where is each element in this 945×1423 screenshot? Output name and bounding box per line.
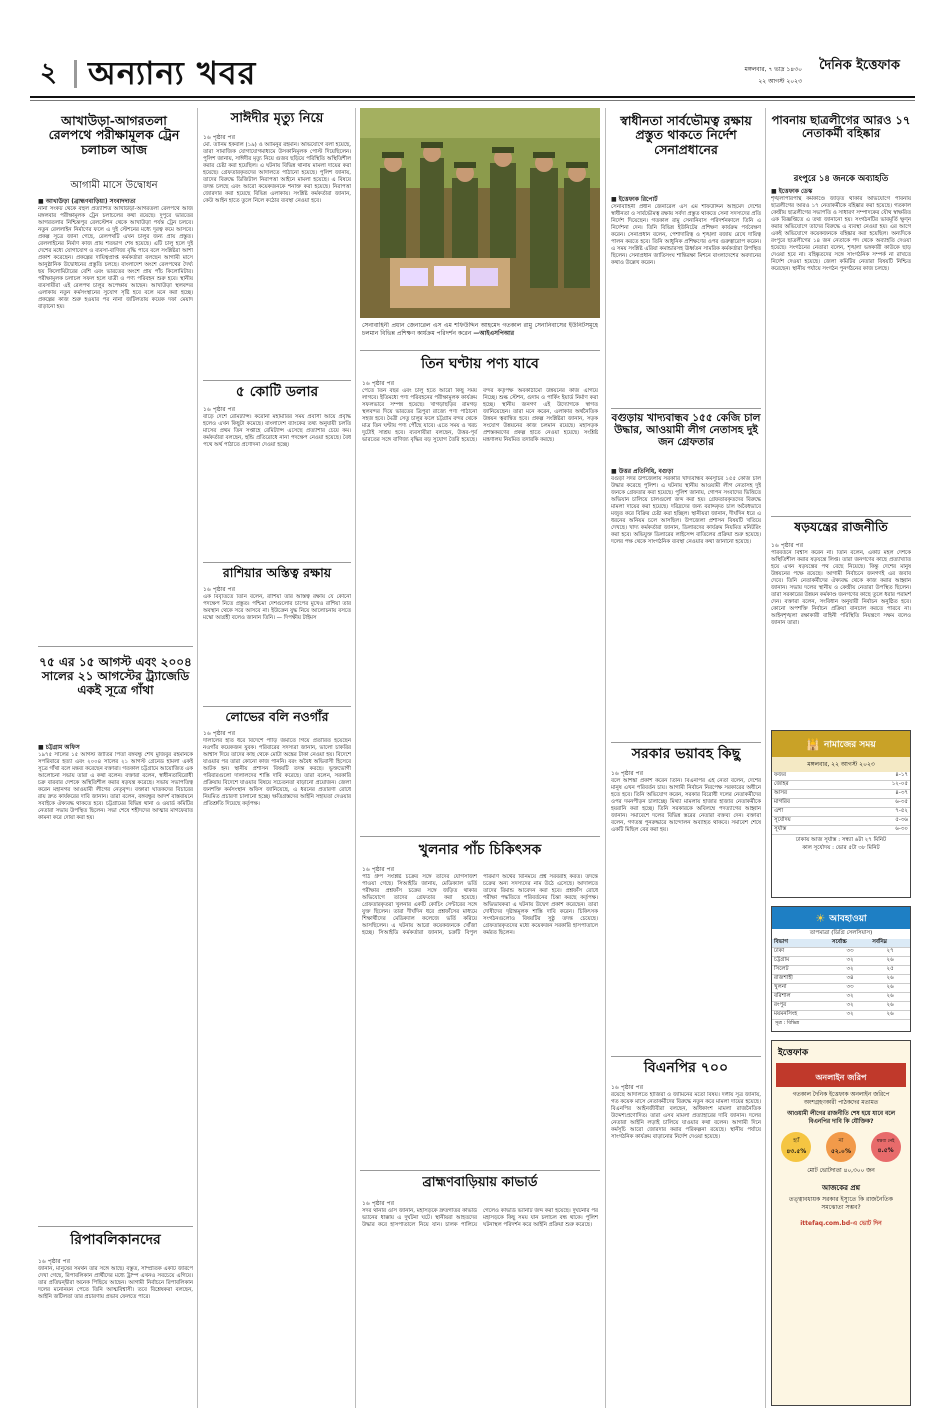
rule-c3-b: [360, 836, 600, 837]
weather-row: [772, 966, 910, 975]
weather-cell: ৩৩: [830, 984, 870, 993]
header-rule-thin: [30, 100, 915, 101]
prayer-row: [772, 799, 910, 808]
photo-caption-text: সেনাবাহিনী প্রধান জেনারেল এস এম শফিউদ্দিন আহমেদ গতকাল রামু সেনানিবাসের ইউনিটসমূহে চলমান বিভিন্ন প্রশিক্ষণ কার্যক্রম পরিদর্শন করেন: [362, 322, 598, 337]
rule-c4-c: [611, 1056, 761, 1057]
prayer-box-title: নামাজের সময়: [824, 739, 876, 750]
weather-box-title: আবহাওয়া: [829, 913, 867, 924]
a10-jump: ১৬ পৃষ্ঠার পর: [362, 1200, 395, 1207]
photo-credit: —আইএসপিআর: [473, 330, 515, 337]
weather-cell: রাজশাহী: [772, 975, 830, 984]
a13-body: বলে আশঙ্কা প্রকাশ করেন তিনি। বিএনপির এই নেতা বলেন, দেশের মানুষ এখন পরিবর্তন চায়। আগামী নির্বাচন নিরপেক্ষ সরকারের অধীনে হতে হবে। তিনি অভিযোগ করেন, সরকার বিরোধী দলের নেতাকর্মীদের ওপর দমনপীড়ন চালাচ্ছে। মিথ্যা মামলায় হাজার হাজার নেতাকর্মীকে হয়রানি করা হচ্ছে। তিনি সরকারকে অবিলম্বে পদত্যাগের আহ্বান জানান। সমাবেশে দলের বিভিন্ন স্তরের নেতারা বক্তব্য দেন। বক্তারা বলেন, গণতন্ত্র পুনরুদ্ধারে আন্দোলন অব্যাহত থাকবে। সমাবেশ শেষে একটি মিছিল বের করা হয়।: [611, 778, 761, 833]
a7-body: দালালের হাত ধরে বিদেশে পাড়ি জমাতে গিয়ে প্রতারিত হয়েছেন নওগাঁর কয়েকজন যুবক। পরিবারের সদস্যরা জানান, ভালো চাকরির আশ্বাস দিয়ে তাদের কাছ থেকে মোটা অঙ্কের টাকা নেওয়া হয়। বিদেশে যাওয়ার পর তারা কোনো কাজ পাননি। বরং অবৈধ অভিবাসী হিসেবে আটক হন। স্থানীয় প্রশাসন বিষয়টি তদন্ত করছে। ভুক্তভোগী পরিবারগুলো দালালদের শাস্তি দাবি করেছে। তারা বলেন, সরকারি প্রক্রিয়ায় বিদেশে যাওয়ার বিষয়ে সচেতনতা বাড়ানো প্রয়োজন। জেলা জনশক্তি কর্মসংস্থান অফিস জানিয়েছে, এ ধরনের প্রতারণা রোধে নিয়মিত প্রচারণা চালানো হচ্ছে। ক্ষতিগ্রস্তদের আইনি সহায়তা দেওয়ার প্রতিশ্রুতি দিয়েছে কর্তৃপক্ষ।: [203, 738, 351, 807]
a4-jump: ১৬ পৃষ্ঠার পর: [203, 134, 236, 141]
rule-c3-a: [360, 350, 600, 351]
a6-headline: রাশিয়ার অস্তিত্ব রক্ষায়: [222, 565, 332, 580]
weather-cell: ২৬: [870, 1002, 910, 1011]
a5-body: বাড়ে দেশে রেমিট্যান্স। করোনা মহামারির সময় প্রবাসী আয়ে প্রবৃদ্ধি হলেও এখন কিছুটা কমেছে। বাংলাদেশ ব্যাংকের তথ্য অনুযায়ী চলতি মাসের প্রথম তিন সপ্তাহে রেমিট্যান্স এসেছে প্রত্যাশার চেয়ে কম। কর্মকর্তারা বলছেন, হুন্ডি প্রতিরোধে নানা পদক্ষেপ নেওয়া হয়েছে। বৈধ পথে অর্থ পাঠাতে প্রণোদনা দেওয়া হচ্ছে।: [203, 414, 351, 448]
rule-c1-b: [38, 1226, 193, 1227]
section-title: অন্যান্য খবর: [88, 54, 257, 92]
poll-title-bar: [776, 1063, 906, 1087]
weather-cell: ঢাকা: [772, 948, 830, 957]
page-number-separator: [74, 60, 77, 88]
a1-subhead: আগামী মাসে উদ্বোধন: [70, 180, 158, 191]
poll-neutral: [871, 1132, 901, 1162]
a1-body: নানা সংকট থেকে বহুল প্রত্যাশিত আখাউড়া-আগরতলা রেলপথে আজ মঙ্গলবার পরীক্ষামূলক ট্রেন চলাচলের কথা রয়েছে। দুপুরে ভারতের আগরতলার নিশ্চিন্তপুর রেলস্টেশন থেকে আখাউড়া পর্যন্ত ট্রেন চলবে। নতুন রেললাইন নির্মাণের ফলে এ দুই স্টেশনের মধ্যে দূরত্ব কমে আসবে। প্রকল্প সূত্রে জানা গেছে, রেলপথটি এখন চালুর জন্য প্রায় প্রস্তুত। রেললাইনের নির্মাণ কাজ প্রায় শতভাগ শেষ হয়েছে। এটি চালু হলে দুই দেশের মধ্যে যোগাযোগ ও ব্যবসা-বাণিজ্য বৃদ্ধি পাবে বলে সংশ্লিষ্টরা আশা প্রকাশ করেছেন। প্রকল্পের দায়িত্বপ্রাপ্ত কর্মকর্তারা বলছেন আগামী মাসে আনুষ্ঠানিক উদ্বোধনের প্রস্তুতি চলছে। বাংলাদেশ অংশে রেলপথের দৈর্ঘ্য ছয় কিলোমিটারের বেশি এবং ভারতের অংশে প্রায় পাঁচ কিলোমিটার। পরীক্ষামূলক চলাচল সফল হলে যাত্রী ও পণ্য পরিবহন শুরু হবে। স্থানীয় ব্যবসায়ীরা এই রেলপথ চালুর অপেক্ষায় আছেন। আখাউড়া স্থলবন্দর এলাকায় নতুন কর্মসংস্থানের সুযোগ সৃষ্টি হবে বলে মনে করা হচ্ছে। প্রকল্পের কাজ শুরু হওয়ার পর নানা জটিলতায় কয়েক দফা মেয়াদ বাড়ানো হয়।: [38, 206, 193, 310]
weather-cell: ২৫: [870, 966, 910, 975]
weather-row: [772, 993, 910, 1002]
a12-body: বগুড়া সদর উপজেলায় সরকারি খাদ্যবান্ধব কর্মসূচির ১৫৫ কেজি চাল উদ্ধার করেছে পুলিশ। এ ঘটনায় স্থানীয় আওয়ামী লীগ নেতাসহ দুই জনকে গ্রেফতার করা হয়েছে। পুলিশ জানায়, গোপন সংবাদের ভিত্তিতে অভিযান চালিয়ে চালগুলো জব্দ করা হয়। গ্রেফতারকৃতদের বিরুদ্ধে মামলা দায়ের করা হয়েছে। দরিদ্রদের জন্য বরাদ্দকৃত চাল অবৈধভাবে মজুত করে বিক্রির চেষ্টা করা হচ্ছিল। স্থানীয়রা জানান, দীর্ঘদিন ধরে এ ধরনের অনিয়ম চলে আসছিল। উপজেলা প্রশাসন বিষয়টি খতিয়ে দেখছে। খাদ্য কর্মকর্তারা জানান, ডিলারদের কার্যক্রম নিয়মিত মনিটরিং করা হবে। অভিযুক্ত ডিলারের লাইসেন্স বাতিলের প্রক্রিয়া শুরু হয়েছে। দলের পক্ষ থেকে সাংগঠনিক ব্যবস্থা নেওয়ার কথা জানানো হয়েছে।: [611, 476, 761, 545]
weather-cell: চট্টগ্রাম: [772, 957, 830, 966]
page-number: ২: [40, 58, 57, 88]
a16-jump: ১৬ পৃষ্ঠার পর: [771, 542, 804, 549]
weather-cell: খুলনা: [772, 984, 830, 993]
weather-row: [772, 948, 910, 957]
weather-box-header: [772, 907, 910, 929]
weather-cell: ৩২: [830, 966, 870, 975]
rule-c5-a: [771, 516, 911, 517]
prayer-name: ফজর: [772, 772, 842, 781]
poll-prev-text: গতকাল দৈনিক ইত্তেফাক অনলাইন জরিপে অংশগ্রহণকারী পাঠকদের মতামত: [792, 1092, 890, 1106]
photo-illustration: [360, 108, 600, 318]
a8-body: পেতে তিন বছর এবং চালু হতে আরো কিছু সময় লাগবে। ইতিমধ্যে পণ্য পরিবহনের পরীক্ষামূলক কার্যক্রম সফলভাবে সম্পন্ন হয়েছে। খাগড়াছড়ির রামগড় স্থলবন্দর দিয়ে ভারতের ত্রিপুরা রাজ্যে পণ্য পাঠানো সহজ হবে। মৈত্রী সেতু চালুর ফলে চট্টগ্রাম বন্দর থেকে মাত্র তিন ঘণ্টায় পণ্য পৌঁছে যাবে। এতে সময় ও খরচ দুটোই সাশ্রয় হবে। ব্যবসায়ীরা বলছেন, উত্তর-পূর্ব ভারতের সঙ্গে বাণিজ্য বৃদ্ধির বড় সুযোগ তৈরি হয়েছে। বন্দর কর্তৃপক্ষ অবকাঠামো উন্নয়নের কাজ এগিয়ে নিচ্ছে। শুল্ক স্টেশন, গুদাম ও পার্কিং ইয়ার্ড নির্মাণ করা হচ্ছে। স্থানীয় জনগণ এই উদ্যোগকে স্বাগত জানিয়েছেন। তারা মনে করেন, এলাকার অর্থনৈতিক উন্নয়ন ত্বরান্বিত হবে। প্রকল্প সংশ্লিষ্টরা জানান, সড়ক সংযোগ উন্নয়নের কাজ চলমান রয়েছে। মহাসড়ক প্রশস্তকরণের প্রকল্প হাতে নেওয়া হয়েছে। সংশ্লিষ্ট মন্ত্রণালয় নিয়মিত তদারকি করছে।: [362, 388, 598, 443]
poll-yes: [781, 1132, 811, 1162]
poll-brand: ইত্তেফাক: [778, 1048, 809, 1058]
photo-caption: [362, 322, 598, 346]
prayer-box-header: [772, 731, 910, 757]
prayer-row: [772, 808, 910, 817]
a9-headline: খুলনার পাঁচ চিকিৎসক: [418, 842, 542, 858]
prayer-row: [772, 790, 910, 799]
poll-neutral-pct: ৪.৫%: [877, 1147, 894, 1154]
rule-c2-b: [203, 562, 351, 563]
header-rule: [30, 96, 915, 98]
weather-cell: ৩৪: [830, 975, 870, 984]
masthead-logo: [812, 58, 907, 90]
prayer-table: [772, 772, 910, 835]
weather-cell: ময়মনসিংহ: [772, 1011, 830, 1020]
a13-headline: সরকার ভয়াবহ কিছু: [631, 746, 741, 762]
a2-headline: ৭৫ এর ১৫ আগস্ট এবং ২০০৪ সালের ২১ আগস্টের ট্র্যাজেডি একই সূত্রে গাঁথা: [39, 655, 192, 697]
a9-body: পাঠ গ্রুপ সংশ্লিষ্ট চক্রের সঙ্গে তাদের যোগসাজশ পাওয়া গেছে। সিআইডি জানায়, মেডিক্যাল ভর্তি পরীক্ষার প্রশ্নফাঁস চক্রের সঙ্গে জড়িত থাকার অভিযোগে তাদের গ্রেফতার করা হয়েছে। গ্রেফতারকৃতরা খুলনার একটি কোচিং সেন্টারের সঙ্গে যুক্ত ছিলেন। তারা দীর্ঘদিন ধরে প্রশ্নফাঁসের মাধ্যমে শিক্ষার্থীদের মেডিক্যাল কলেজে ভর্তি করিয়ে আসছিলেন। এ ঘটনায় আরো কয়েকজনকে খোঁজা হচ্ছে। সিআইডি কর্মকর্তারা জানান, চক্রটি বিপুল পরিমাণ অর্থের বিনিময়ে প্রশ্ন সরবরাহ করত। তদন্তে চক্রের অন্য সদস্যদের নাম উঠে এসেছে। আদালতে তাদের রিমান্ড আবেদন করা হবে। প্রশ্নফাঁস রোধে পরীক্ষা পদ্ধতিতে পরিবর্তনের চিন্তা করছে কর্তৃপক্ষ। অভিভাবকরা এ ঘটনায় উদ্বেগ প্রকাশ করেছেন। তারা দোষীদের দৃষ্টান্তমূলক শাস্তি দাবি করেন। চিকিৎসক সংগঠনগুলোও বিষয়টির সুষ্ঠু তদন্ত চেয়েছে। গ্রেফতারকৃতদের মধ্যে কয়েকজন সরকারি হাসপাতালে কর্মরত ছিলেন।: [362, 874, 598, 936]
weather-header-cell: সর্বোচ্চ: [830, 939, 870, 948]
rule-c2-a: [203, 380, 351, 381]
a12-dateline: ■ উত্তর প্রতিনিধি, বগুড়া: [611, 468, 674, 475]
poll-today-question: তত্ত্বাবধায়ক সরকার ইস্যুতে কি রাজনৈতিক সমঝোতা সম্ভব?: [789, 1196, 893, 1211]
a13-jump: ১৬ পৃষ্ঠার পর: [611, 770, 644, 777]
column-rule-2: [355, 108, 356, 1408]
prayer-box-date: মঙ্গলবার, ২২ আগস্ট ২০২৩: [772, 757, 910, 772]
weather-row: [772, 1011, 910, 1020]
a11-headline: স্বাধীনতা সার্বভৌমত্ব রক্ষায় প্রস্তুত থাকতে নির্দেশ সেনাপ্রধানের: [620, 113, 752, 157]
rule-c4-a: [611, 408, 761, 409]
a15-body: শৃঙ্খলাপরিপন্থি কর্মকাণ্ডে জড়িত থাকার অভিযোগে পাবনায় ছাত্রলীগের আরও ১৭ নেতাকর্মীকে বহিষ্কার করা হয়েছে। গতকাল কেন্দ্রীয় ছাত্রলীগের সভাপতি ও সাধারণ সম্পাদকের যৌথ স্বাক্ষরিত এক বিজ্ঞপ্তিতে এ তথ্য জানানো হয়। সংগঠনটির ভাবমূর্তি ক্ষুণ্ন করার অভিযোগে তাদের বিরুদ্ধে এ ব্যবস্থা নেওয়া হয়। এর আগে একই অভিযোগে কয়েকজনকে বহিষ্কার করা হয়েছিল। অন্যদিকে রংপুরে ছাত্রলীগের ১৪ জন নেতাকে পদ থেকে অব্যাহতি দেওয়া হয়েছে। সংগঠনের নেতারা বলেন, শৃঙ্খলা ভঙ্গকারী কাউকে ছাড় দেওয়া হবে না। বহিষ্কৃতদের সঙ্গে সাংগঠনিক সম্পর্ক না রাখতে নির্দেশ দেওয়া হয়েছে। জেলা কমিটির নেতারা বিষয়টি নিশ্চিত করেছেন। স্থানীয় পর্যায়ে সংগঠন পুনর্গঠনের কাজ চলছে।: [771, 196, 911, 272]
poll-url[interactable]: ittefaq.com.bd-এ ভোট দিন: [800, 1220, 882, 1227]
a5-jump: ১৬ পৃষ্ঠার পর: [203, 406, 236, 413]
prayer-time: ৭-৫২: [842, 808, 910, 817]
poll-neutral-label: মন্তব্য নেই: [876, 1139, 895, 1144]
prayer-name: আসর: [772, 790, 842, 799]
weather-cell: ৩৩: [830, 948, 870, 957]
weather-source: সূত্র : বিভিন্ন: [775, 1020, 800, 1026]
weather-cell: ৩২: [830, 993, 870, 1002]
poll-total: মোট ভোটদাতা ৪০,৩০০ জন: [807, 1168, 875, 1174]
prayer-name: সূর্যাস্ত: [772, 826, 842, 835]
prayer-time: ৪-৩৭: [842, 790, 910, 799]
weather-header-row: [772, 939, 910, 948]
weather-subtitle: তাপমাত্রা (ডিগ্রি সেলসিয়াস): [809, 930, 873, 936]
a14-jump: ১৬ পৃষ্ঠার পর: [611, 1084, 644, 1091]
a15-dateline: ■ ইত্তেফাক ডেস্ক: [771, 188, 813, 195]
poll-title: অনলাইন জরিপ: [815, 1073, 867, 1082]
prayer-time: ৫-৩৬: [842, 817, 910, 826]
weather-row: [772, 1002, 910, 1011]
weather-cell: ২৬: [870, 975, 910, 984]
a11-body: সেনাবাহিনী প্রধান জেনারেল এস এম শফিউদ্দিন আহমেদ দেশের স্বাধীনতা ও সার্বভৌমত্ব রক্ষায় সর্বদা প্রস্তুত থাকতে সেনা সদস্যদের প্রতি নির্দেশ দিয়েছেন। গতকাল রামু সেনানিবাস পরিদর্শনকালে তিনি এ নির্দেশনা দেন। তিনি বিভিন্ন ইউনিটের প্রশিক্ষণ কার্যক্রম পর্যবেক্ষণ করেন। সেনাপ্রধান বলেন, পেশাদারিত্ব ও শৃঙ্খলা বজায় রেখে দায়িত্ব পালন করতে হবে। তিনি আধুনিক প্রশিক্ষণের ওপর গুরুত্বারোপ করেন। এ সময় সংশ্লিষ্ট এরিয়া কমান্ডারসহ ঊর্ধ্বতন সামরিক কর্মকর্তারা উপস্থিত ছিলেন। সেনাপ্রধান জাতিসংঘ শান্তিরক্ষা মিশনে বাংলাদেশের অবদানের কথাও উল্লেখ করেন।: [611, 204, 761, 266]
poll-results: [772, 1128, 910, 1166]
weather-cell: রংপুর: [772, 1002, 830, 1011]
weather-cell: ৩২: [830, 1002, 870, 1011]
a1-headline: আখাউড়া-আগরতলা রেলপথে পরীক্ষামূলক ট্রেন চলাচল আজ: [48, 113, 180, 157]
prayer-name: সূর্যোদয়: [772, 817, 842, 826]
column-rule-4: [765, 108, 766, 1408]
a8-headline: তিন ঘণ্টায় পণ্য যাবে: [421, 356, 539, 372]
a16-body: পরিবর্তনে বিশ্বাস করেন না। তিনি বলেন, একটি মহল দেশকে অস্থিতিশীল করার ষড়যন্ত্রে লিপ্ত। তারা জনগণের কাছে প্রত্যাখ্যাত হয়ে এখন ষড়যন্ত্রের পথ বেছে নিয়েছে। কিন্তু দেশের মানুষ উন্নয়নের পক্ষে রয়েছে। আগামী নির্বাচনে জনগণই এর জবাব দেবে। তিনি নেতাকর্মীদের ঐক্যবদ্ধ থেকে কাজ করার আহ্বান জানান। সভায় দলের স্থানীয় ও কেন্দ্রীয় নেতারা উপস্থিত ছিলেন। তারা সরকারের উন্নয়ন কর্মকাণ্ড জনগণের কাছে তুলে ধরার পরামর্শ দেন। বক্তারা বলেন, সংবিধান অনুযায়ী নির্বাচন অনুষ্ঠিত হবে। কোনো অপশক্তি নির্বাচন প্রক্রিয়া বানচাল করতে পারবে না। আইনশৃঙ্খলা রক্ষাকারী বাহিনী পরিস্থিতি নিয়ন্ত্রণে সক্ষম বলেও জানান তারা।: [771, 550, 911, 626]
weather-box: [771, 906, 911, 1032]
weather-cell: ২৬: [870, 1011, 910, 1020]
a16-headline: ষড়যন্ত্রের রাজনীতি: [794, 519, 888, 534]
weather-cell: বরিশাল: [772, 993, 830, 1002]
rule-c4-b: [611, 742, 761, 743]
masthead-text: দৈনিক ইত্তেফাক: [819, 58, 900, 73]
poll-no-pct: ৫২.০%: [830, 1147, 851, 1155]
poll-yes-label: হ্যাঁ: [793, 1137, 800, 1144]
prayer-time: ৬-৩৫: [842, 799, 910, 808]
weather-cell: সিলেট: [772, 966, 830, 975]
online-poll-box: [771, 1040, 911, 1406]
prayer-time: ৬-৩০: [842, 826, 910, 835]
prayer-note-1: ঢাকায় আজ সূর্যাস্ত : সন্ধ্যা ৬টা ২৭ মিনিট: [795, 837, 887, 843]
prayer-time: ১২-০৫: [842, 781, 910, 790]
a2-dateline: ■ চট্টগ্রাম অফিস: [38, 744, 80, 751]
weather-row: [772, 957, 910, 966]
a11-dateline: ■ ইত্তেফাক রিপোর্ট: [611, 196, 658, 203]
weather-cell: ২৬: [870, 993, 910, 1002]
mosque-icon: 🕌: [806, 737, 821, 751]
column-rule-1: [197, 108, 198, 1408]
a3-headline: রিপাবলিকানদের: [70, 1232, 161, 1248]
weather-cell: ৩২: [830, 1011, 870, 1020]
poll-no-circle: [826, 1132, 856, 1162]
a10-headline: ব্রাহ্মণবাড়িয়ায় কাভার্ড: [422, 1175, 538, 1190]
weather-cell: ২৬: [870, 984, 910, 993]
weather-table: [772, 939, 910, 1020]
weather-cell: ২৭: [870, 948, 910, 957]
a12-headline: বগুড়ায় খাদ্যবান্ধব ১৫৫ কেজি চাল উদ্ধার, আওয়ামী লীগ নেতাসহ দুই জন গ্রেফতার: [611, 412, 761, 449]
poll-question: আওয়ামী লীগের রাজনীতি শেষ হয়ে যাবে বলে বিএনপির দাবি কি যৌক্তিক?: [787, 1111, 895, 1125]
prayer-name: মাগরিব: [772, 799, 842, 808]
weather-row: [772, 975, 910, 984]
a4-body: মো. তানিম ইকবাল (১৯) ও আমিনুর রহমান। অভিযোগে বলা হয়েছে, তারা সামাজিক যোগাযোগমাধ্যমে উসকানিমূলক পোস্ট দিয়েছিলেন। পুলিশ জানায়, সাঈদীর মৃত্যু নিয়ে গুজব ছড়িয়ে পরিস্থিতি অস্থিতিশীল করার চেষ্টা করা হয়েছিল। এ ঘটনায় বিভিন্ন থানায় মামলা দায়ের করা হয়েছে। গ্রেফতারকৃতদের আদালতে পাঠানো হয়েছে। পুলিশ জানায়, তাদের বিরুদ্ধে ডিজিটাল নিরাপত্তা আইনে মামলা হয়েছে। এ বিষয়ে তদন্ত চলছে এবং আরো কয়েকজনকে শনাক্ত করা হয়েছে। নিরাপত্তা জোরদার করা হয়েছে বিভিন্ন এলাকায়। সংশ্লিষ্ট কর্মকর্তারা জানান, কেউ আইন হাতে তুলে নিলে কঠোর ব্যবস্থা নেওয়া হবে।: [203, 142, 351, 204]
poll-no: [826, 1132, 856, 1162]
weather-cell: ৩২: [830, 957, 870, 966]
weather-header-cell: সর্বনিম্ন: [870, 939, 910, 948]
a7-jump: ১৬ পৃষ্ঠার পর: [203, 730, 236, 737]
a3-jump: ১৬ পৃষ্ঠার পর: [38, 1258, 71, 1265]
a7-headline: লোভের বলি নওগাঁর: [225, 709, 329, 724]
prayer-note-2: কাল সূর্যোদয় : ভোর ৫টা ৩৮ মিনিট: [802, 845, 880, 851]
poll-yes-circle: [781, 1132, 811, 1162]
sun-cloud-icon: ☀: [815, 911, 826, 925]
prayer-row: [772, 781, 910, 790]
poll-no-label: না: [838, 1137, 844, 1144]
weather-row: [772, 984, 910, 993]
a9-jump: ১৬ পৃষ্ঠার পর: [362, 866, 395, 873]
date-line-1: মঙ্গলবার, ৭ ভাদ্র ১৪৩০: [744, 66, 802, 73]
weather-header-cell: বিভাগ: [772, 939, 830, 948]
column-rule-3: [605, 108, 606, 1408]
prayer-time-box: [771, 730, 911, 898]
a2-body: ১৯৭৫ সালের ১৫ আগস্ট জাতির পিতা বঙ্গবন্ধু শেখ মুজিবুর রহমানকে সপরিবারে হত্যা এবং ২০০৪ সালের ২১ আগস্ট গ্রেনেড হামলা একই সূত্রে গাঁথা বলে মন্তব্য করেছেন বক্তারা। গতকাল চট্টগ্রামে আয়োজিত এক আলোচনা সভায় তারা এ কথা বলেন। বক্তারা বলেন, স্বাধীনতাবিরোধী চক্র বারবার দেশকে অস্থিতিশীল করার ষড়যন্ত্র করেছে। সভায় সভাপতিত্ব করেন মহানগর আওয়ামী লীগের নেতৃবৃন্দ। বক্তারা ঘাতকদের বিচারের রায় দ্রুত কার্যকরের দাবি জানান। তারা বলেন, বঙ্গবন্ধুর আদর্শ বাস্তবায়নে সবাইকে ঐক্যবদ্ধ থাকতে হবে। চট্টগ্রামের বিভিন্ন থানা ও ওয়ার্ড কমিটির নেতারা সভায় উপস্থিত ছিলেন। সভা শেষে শহীদদের আত্মার মাগফেরাত কামনা করে দোয়া করা হয়।: [38, 752, 193, 821]
poll-neutral-circle: [871, 1132, 901, 1162]
prayer-name: জোহর: [772, 781, 842, 790]
prayer-row: [772, 772, 910, 781]
a15-subhead: রংপুরে ১৪ জনকে অব্যাহতি: [793, 174, 889, 184]
a1-dateline: ■ আখাউড়া (ব্রাহ্মণবাড়িয়া) সংবাদদাতা: [38, 198, 136, 205]
a5-headline: ৫ কোটি ডলার: [235, 384, 319, 400]
a6-body: এক বিবৃতিতে তিনি বলেন, রাশিয়া তার অস্তিত্ব রক্ষায় যে কোনো পদক্ষেপ নিতে প্রস্তুত। পশ্চিমা দেশগুলোর চাপের মুখেও রাশিয়া তার অবস্থান থেকে সরে আসবে না। ইউক্রেন যুদ্ধ নিয়ে আলোচনায় বসতে মস্কো আগ্রহী বলেও জানান তিনি। — দিপক্ষীয় টাইমস: [203, 594, 351, 621]
rule-c3-c: [360, 1170, 600, 1171]
a15-headline: পাবনায় ছাত্রলীগের আরও ১৭ নেতাকর্মী বহিষ্কার: [771, 113, 911, 141]
a6-jump: ১৬ পৃষ্ঠার পর: [203, 586, 236, 593]
army-chief-photo: [360, 108, 600, 318]
rule-c2-c: [203, 706, 351, 707]
prayer-time: ৪-১৭: [842, 772, 910, 781]
poll-yes-pct: ৪৩.৫%: [786, 1147, 807, 1155]
weather-cell: ২৬: [870, 957, 910, 966]
poll-today-label: আজকের প্রশ্ন: [821, 1184, 861, 1192]
prayer-row: [772, 826, 910, 835]
a14-body: রয়েছে আদালতে হাজিরা ও জামিনের মতো বিষয়। দলীয় সূত্র জানায়, গত কয়েক মাসে নেতাকর্মীদের বিরুদ্ধে নতুন করে মামলা দায়ের হয়েছে। বিএনপির আইনজীবীরা বলছেন, অধিকাংশ মামলা রাজনৈতিক উদ্দেশ্যপ্রণোদিত। তারা এসব মামলা প্রত্যাহারের দাবি জানান। দলের নেতারা আইনি লড়াই চালিয়ে যাওয়ার কথা বলেন। আগামী দিনে কর্মসূচি আরো জোরদার করার পরিকল্পনা রয়েছে। স্থানীয় পর্যায়ে সাংগঠনিক কার্যক্রম বাড়ানোর নির্দেশ দেওয়া হয়েছে।: [611, 1092, 761, 1140]
a3-body: জানান, মানুষের সমর্থন তার সঙ্গে আছে। বস্তুত, সাম্প্রতিক একটি জরিপে দেখা গেছে, রিপাবলিকান প্রার্থীদের মধ্যে ট্রাম্প এখনও সবচেয়ে এগিয়ে। তার প্রতিদ্বন্দ্বীরা অনেক পিছিয়ে আছেন। আগামী নির্বাচনে রিপাবলিকান দলের মনোনয়ন পেতে তিনি আত্মবিশ্বাসী। তবে বিশ্লেষকরা বলছেন, আইনি জটিলতা তার প্রচারণায় প্রভাব ফেলতে পারে।: [38, 1266, 193, 1300]
prayer-name: এশা: [772, 808, 842, 817]
rule-c1-a: [38, 646, 193, 647]
a10-body: সদর থানার ওসি জানান, মহাসড়কে দ্রুতগতির কাভার্ড ভ্যানের ধাক্কায় এ দুর্ঘটনা ঘটে। স্থানীয়রা আহতদের উদ্ধার করে হাসপাতালে নিয়ে যান। চালক পালিয়ে গেলেও কাভার্ড ভ্যানটি জব্দ করা হয়েছে। দুর্ঘটনার পর মহাসড়কে কিছু সময় যান চলাচল বন্ধ থাকে। পুলিশ ঘটনাস্থল পরিদর্শন করে আইনি প্রক্রিয়া শুরু করেছে।: [362, 1208, 598, 1228]
prayer-row: [772, 817, 910, 826]
a8-jump: ১৬ পৃষ্ঠার পর: [362, 380, 395, 387]
a4-headline: সাঈদীর মৃত্যু নিয়ে: [230, 111, 324, 126]
date-line-2: ২২ আগস্ট ২০২৩: [758, 78, 802, 85]
a14-headline: বিএনপির ৭০০: [643, 1060, 729, 1076]
